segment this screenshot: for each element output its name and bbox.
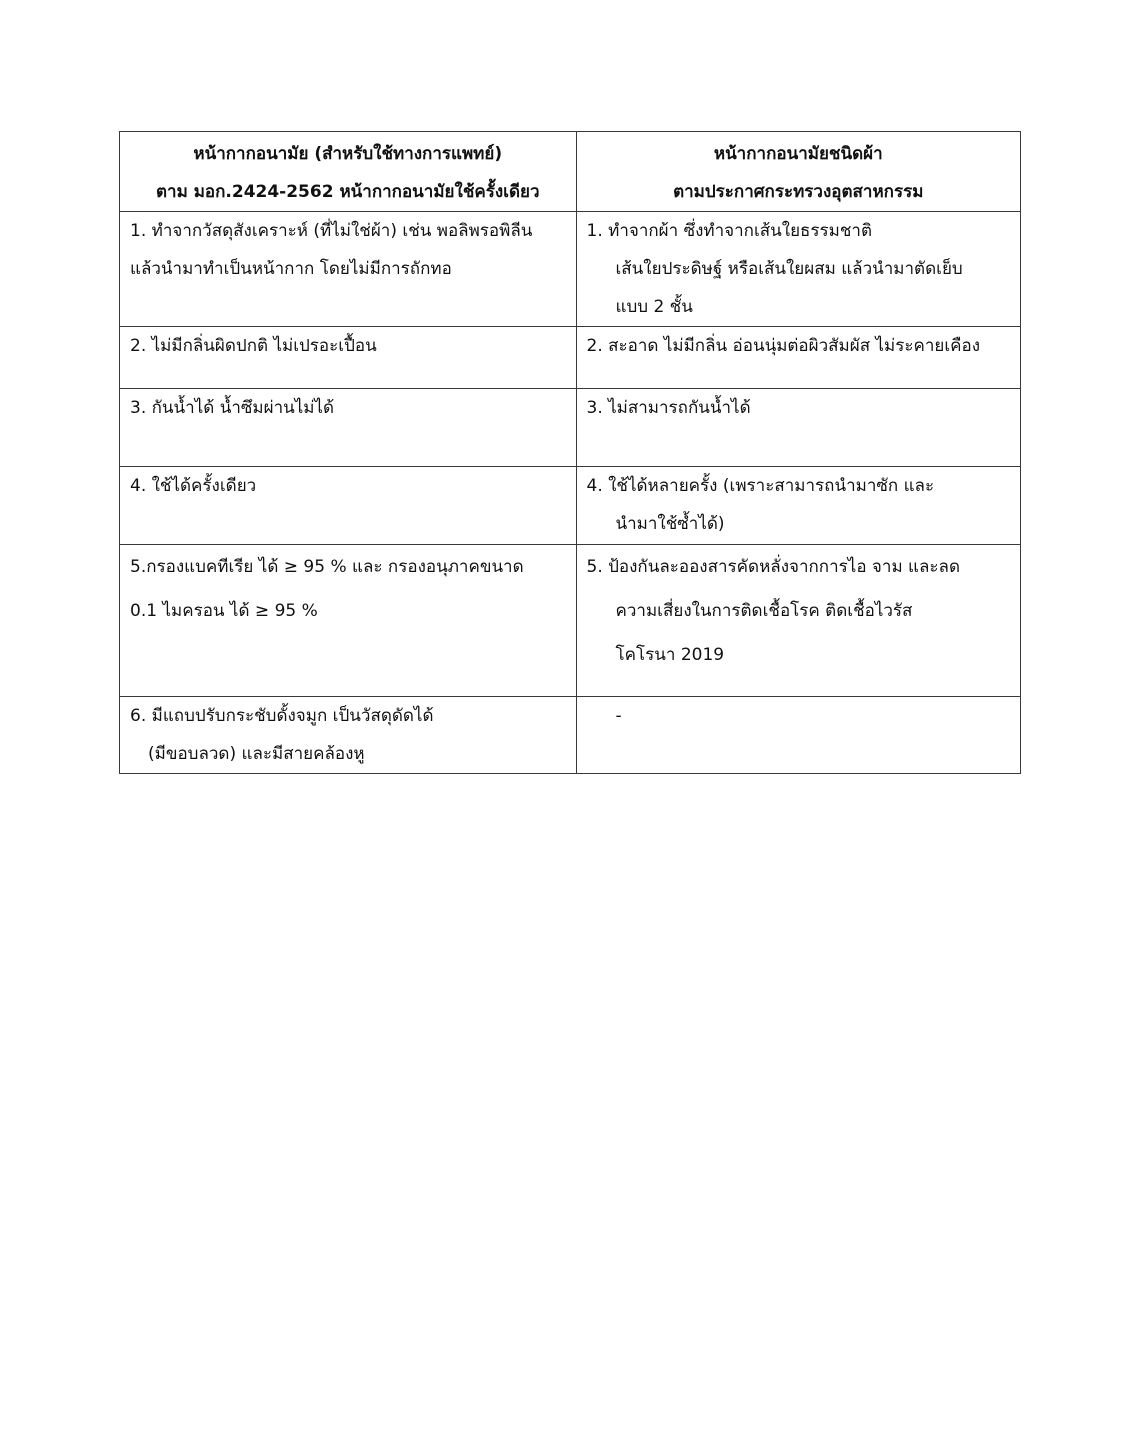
- table-row: [120, 467, 1021, 545]
- row-1-right-line-1: 1. ทำจากผ้า ซึ่งทำจากเส้นใยธรรมชาติ: [586, 221, 873, 241]
- table-row: [120, 327, 1021, 389]
- row-4-right-line-2: นำมาใช้ซ้ำได้): [615, 514, 725, 534]
- row-1-left-line-1: 1. ทำจากวัสดุสังเคราะห์ (ที่ไม่ใช่ผ้า) เช่น พอลิพรอพิลีน: [130, 221, 533, 241]
- header-left-cell: [120, 132, 577, 212]
- row-5-left-line-1: 5.กรองแบคทีเรีย ได้ ≥ 95 % และ กรองอนุภาคขนาด: [130, 557, 524, 577]
- row-5-right-cell: [576, 545, 1021, 697]
- row-5-left-line-2: 0.1 ไมครอน ได้ ≥ 95 %: [130, 601, 318, 621]
- header-right-line-2: ตามประกาศกระทรวงอุตสาหกรรม: [673, 182, 924, 202]
- table-row: [120, 697, 1021, 774]
- row-5-left-cell: [120, 545, 577, 697]
- row-4-right-line-1: 4. ใช้ได้หลายครั้ง (เพราะสามารถนำมาซัก และ: [586, 476, 935, 496]
- comparison-table: [119, 131, 1021, 774]
- row-6-right-line-1: -: [615, 706, 622, 726]
- row-6-left-line-1: 6. มีแถบปรับกระชับดั้งจมูก เป็นวัสดุดัดได้: [130, 706, 434, 726]
- row-3-right-cell: [576, 389, 1021, 467]
- row-4-left-cell: [120, 467, 577, 545]
- row-4-left-line-1: 4. ใช้ได้ครั้งเดียว: [130, 476, 257, 496]
- row-1-left-cell: [120, 212, 577, 327]
- row-6-right-cell: [576, 697, 1021, 774]
- row-5-right-line-1: 5. ป้องกันละอองสารคัดหลั่งจากการไอ จาม และลด: [586, 557, 961, 577]
- row-4-right-cell: [576, 467, 1021, 545]
- row-5-right-line-2: ความเสี่ยงในการติดเชื้อโรค ติดเชื้อไวรัส: [615, 601, 913, 621]
- table-row: [120, 212, 1021, 327]
- table-header-row: [120, 132, 1021, 212]
- row-1-right-line-3: แบบ 2 ชั้น: [615, 297, 693, 317]
- header-right-line-1: หน้ากากอนามัยชนิดผ้า: [713, 144, 883, 164]
- header-left-line-2: ตาม มอก.2424-2562 หน้ากากอนามัยใช้ครั้งเดียว: [155, 182, 540, 202]
- header-right-cell: [576, 132, 1021, 212]
- table-row: [120, 389, 1021, 467]
- row-3-left-cell: [120, 389, 577, 467]
- row-2-right-line-1: 2. สะอาด ไม่มีกลิ่น อ่อนนุ่มต่อผิวสัมผัส ไม่ระคายเคือง: [586, 336, 981, 356]
- row-2-right-cell: [576, 327, 1021, 389]
- row-2-left-line-1: 2. ไม่มีกลิ่นผิดปกติ ไม่เปรอะเปื้อน: [130, 336, 377, 356]
- table-row: [120, 545, 1021, 697]
- row-6-left-cell: [120, 697, 577, 774]
- row-6-left-line-2: (มีขอบลวด) และมีสายคล้องหู: [148, 744, 365, 764]
- row-3-left-line-1: 3. กันน้ำได้ น้ำซึมผ่านไม่ได้: [130, 398, 335, 418]
- row-2-left-cell: [120, 327, 577, 389]
- row-5-right-line-3: โคโรนา 2019: [615, 645, 725, 665]
- row-3-right-line-1: 3. ไม่สามารถกันน้ำได้: [586, 398, 751, 418]
- row-1-right-line-2: เส้นใยประดิษฐ์ หรือเส้นใยผสม แล้วนำมาตัดเย็บ: [615, 259, 963, 279]
- header-left-line-1: หน้ากากอนามัย (สำหรับใช้ทางการแพทย์): [193, 144, 503, 164]
- row-1-right-cell: [576, 212, 1021, 327]
- row-1-left-line-2: แล้วนำมาทำเป็นหน้ากาก โดยไม่มีการถักทอ: [130, 259, 452, 279]
